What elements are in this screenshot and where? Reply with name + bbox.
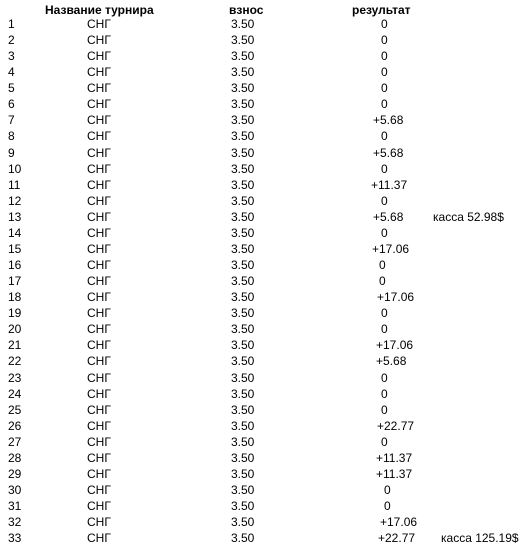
fee-value: 3.50: [231, 113, 255, 128]
result-value: 0: [379, 258, 386, 273]
result-value: 0: [381, 322, 388, 337]
row-number: 21: [8, 338, 22, 353]
result-value: 0: [379, 274, 386, 289]
fee-value: 3.50: [231, 209, 255, 224]
result-value: 0: [381, 97, 388, 112]
row-number: 13: [8, 209, 22, 224]
header-result: результат: [352, 3, 411, 17]
row-number: 15: [8, 241, 22, 256]
tournament-name: СНГ: [87, 386, 111, 401]
result-value: 0: [384, 483, 391, 498]
row-number: 32: [8, 515, 22, 530]
result-value: +22.77: [377, 418, 415, 433]
result-value: 0: [381, 306, 388, 321]
header-fee: взнос: [229, 3, 264, 17]
row-number: 10: [8, 161, 22, 176]
result-value: 0: [381, 65, 388, 80]
result-value: 0: [381, 161, 388, 176]
table-row: [0, 128, 532, 144]
table-row: [0, 16, 532, 32]
tournament-name: СНГ: [87, 161, 111, 176]
tournament-name: СНГ: [87, 338, 111, 353]
fee-value: 3.50: [231, 81, 255, 96]
tournament-name: СНГ: [87, 177, 111, 192]
tournament-name: СНГ: [87, 434, 111, 449]
result-value: 0: [381, 81, 388, 96]
table-row: [0, 225, 532, 241]
result-value: 0: [384, 499, 391, 514]
fee-value: 3.50: [231, 97, 255, 112]
table-row: [0, 450, 532, 466]
fee-value: 3.50: [231, 531, 255, 546]
result-value: 0: [381, 33, 388, 48]
fee-value: 3.50: [231, 274, 255, 289]
fee-value: 3.50: [231, 145, 255, 160]
table-row: [0, 402, 532, 418]
fee-value: 3.50: [231, 177, 255, 192]
tournament-name: СНГ: [87, 241, 111, 256]
tournament-name: СНГ: [87, 129, 111, 144]
result-value: 0: [381, 49, 388, 64]
table-row: [0, 241, 532, 257]
result-value: +17.06: [376, 338, 414, 353]
row-number: 3: [8, 49, 15, 64]
fee-value: 3.50: [231, 290, 255, 305]
result-value: +11.37: [371, 177, 408, 192]
result-value: +17.06: [372, 241, 410, 256]
fee-value: 3.50: [231, 402, 255, 417]
tournament-name: СНГ: [87, 402, 111, 417]
fee-value: 3.50: [231, 65, 255, 80]
result-value: 0: [381, 386, 388, 401]
fee-value: 3.50: [231, 338, 255, 353]
result-value: 0: [381, 434, 388, 449]
row-number: 8: [8, 129, 15, 144]
result-value: +5.68: [373, 145, 404, 160]
tournament-name: СНГ: [87, 354, 111, 369]
row-number: 31: [8, 499, 22, 514]
row-number: 19: [8, 306, 22, 321]
table-row: [0, 498, 532, 514]
table-row: [0, 386, 532, 402]
row-number: 1: [8, 17, 15, 31]
tournament-name: СНГ: [87, 466, 111, 481]
table-row: [0, 353, 532, 369]
tournament-name: СНГ: [87, 193, 111, 208]
fee-value: 3.50: [231, 386, 255, 401]
tournament-name: СНГ: [87, 258, 111, 273]
fee-value: 3.50: [231, 466, 255, 481]
fee-value: 3.50: [231, 499, 255, 514]
row-number: 25: [8, 402, 22, 417]
fee-value: 3.50: [231, 129, 255, 144]
row-number: 30: [8, 483, 22, 498]
row-number: 2: [8, 33, 15, 48]
table-row: [0, 177, 532, 193]
row-number: 6: [8, 97, 15, 112]
row-number: 28: [8, 450, 22, 465]
table-row: [0, 466, 532, 482]
fee-value: 3.50: [231, 17, 255, 31]
result-value: 0: [381, 17, 388, 31]
row-number: 14: [8, 225, 22, 240]
table-row: [0, 273, 532, 289]
tournament-name: СНГ: [87, 65, 111, 80]
tournament-name: СНГ: [87, 450, 111, 465]
table-row: [0, 161, 532, 177]
tournament-name: СНГ: [87, 81, 111, 96]
tournament-name: СНГ: [87, 33, 111, 48]
row-number: 5: [8, 81, 15, 96]
tournament-name: СНГ: [87, 274, 111, 289]
row-number: 27: [8, 434, 22, 449]
fee-value: 3.50: [231, 418, 255, 433]
fee-value: 3.50: [231, 306, 255, 321]
row-number: 18: [8, 290, 22, 305]
table-row: [0, 112, 532, 128]
tournament-name: СНГ: [87, 515, 111, 530]
tournament-name: СНГ: [87, 113, 111, 128]
table-row: [0, 337, 532, 353]
table-row: [0, 257, 532, 273]
tournament-name: СНГ: [87, 145, 111, 160]
fee-value: 3.50: [231, 161, 255, 176]
result-value: +17.06: [377, 290, 415, 305]
table-row: [0, 209, 532, 225]
tournament-name: СНГ: [87, 49, 111, 64]
table-row: [0, 530, 532, 546]
tournament-name: СНГ: [87, 209, 111, 224]
row-number: 17: [8, 274, 22, 289]
row-number: 22: [8, 354, 22, 369]
table-row: [0, 370, 532, 386]
cash-total-note: касса 125.19$: [441, 531, 519, 546]
result-value: +5.68: [376, 354, 407, 369]
table-row: [0, 289, 532, 305]
tournament-name: СНГ: [87, 306, 111, 321]
fee-value: 3.50: [231, 258, 255, 273]
fee-value: 3.50: [231, 241, 255, 256]
fee-value: 3.50: [231, 483, 255, 498]
fee-value: 3.50: [231, 49, 255, 64]
tournament-name: СНГ: [87, 499, 111, 514]
tournament-name: СНГ: [87, 17, 111, 31]
fee-value: 3.50: [231, 370, 255, 385]
table-row: [0, 321, 532, 337]
tournament-name: СНГ: [87, 290, 111, 305]
tournament-name: СНГ: [87, 97, 111, 112]
result-value: +17.06: [380, 515, 418, 530]
result-value: 0: [381, 193, 388, 208]
row-number: 24: [8, 386, 22, 401]
fee-value: 3.50: [231, 354, 255, 369]
row-number: 29: [8, 466, 22, 481]
row-number: 33: [8, 531, 22, 546]
table-row: [0, 80, 532, 96]
row-number: 23: [8, 370, 22, 385]
row-number: 20: [8, 322, 22, 337]
tournament-name: СНГ: [87, 225, 111, 240]
result-value: +22.77: [378, 531, 416, 546]
tournament-name: СНГ: [87, 370, 111, 385]
result-value: 0: [381, 402, 388, 417]
table-row: [0, 64, 532, 80]
row-number: 26: [8, 418, 22, 433]
row-number: 11: [8, 177, 21, 192]
fee-value: 3.50: [231, 193, 255, 208]
result-value: +11.37: [376, 466, 413, 481]
result-value: +11.37: [376, 450, 413, 465]
result-value: 0: [381, 129, 388, 144]
row-number: 16: [8, 258, 22, 273]
tournament-name: СНГ: [87, 531, 111, 546]
result-value: 0: [381, 370, 388, 385]
fee-value: 3.50: [231, 225, 255, 240]
row-number: 4: [8, 65, 15, 80]
fee-value: 3.50: [231, 33, 255, 48]
row-number: 9: [8, 145, 15, 160]
fee-value: 3.50: [231, 515, 255, 530]
table-row: [0, 193, 532, 209]
row-number: 7: [8, 113, 15, 128]
table-row: [0, 48, 532, 64]
tournament-name: СНГ: [87, 418, 111, 433]
row-number: 12: [8, 193, 22, 208]
fee-value: 3.50: [231, 322, 255, 337]
result-value: +5.68: [373, 209, 404, 224]
table-row: [0, 32, 532, 48]
fee-value: 3.50: [231, 434, 255, 449]
fee-value: 3.50: [231, 450, 255, 465]
tournament-name: СНГ: [87, 483, 111, 498]
table-row: [0, 145, 532, 161]
result-value: +5.68: [373, 113, 404, 128]
tournament-name: СНГ: [87, 322, 111, 337]
cash-total-note: касса 52.98$: [433, 209, 504, 224]
result-value: 0: [381, 225, 388, 240]
table-row: [0, 434, 532, 450]
table-row: [0, 418, 532, 434]
table-row: [0, 96, 532, 112]
table-row: [0, 514, 532, 530]
table-row: [0, 305, 532, 321]
header-tournament-name: Название турнира: [45, 3, 154, 17]
table-row: [0, 482, 532, 498]
